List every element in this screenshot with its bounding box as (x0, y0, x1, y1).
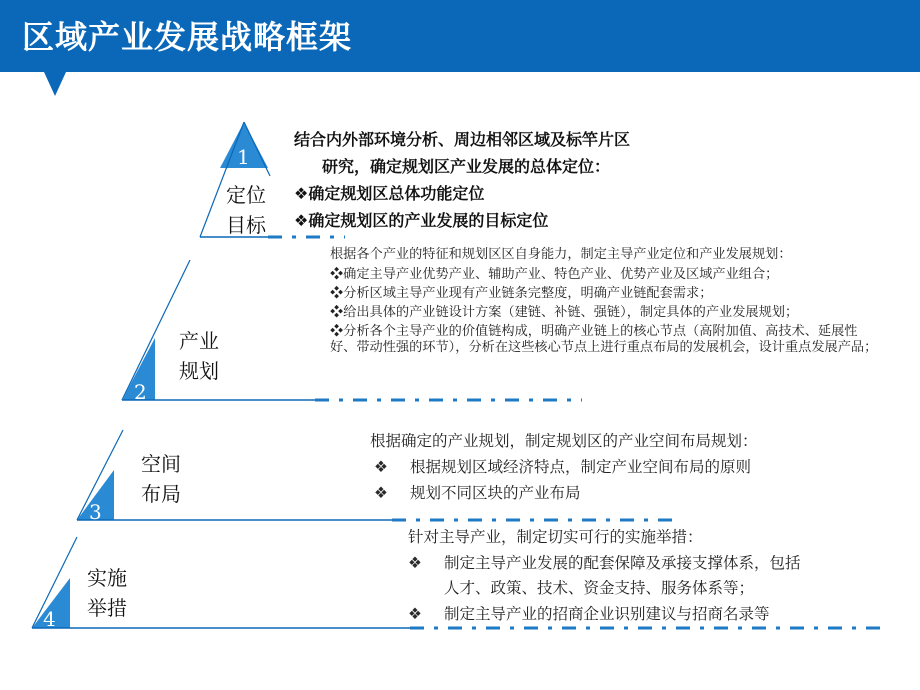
tier-4-intro: 针对主导产业，制定切实可行的实施举措： (408, 528, 703, 546)
tier-1-intro-line-1: 结合内外部环境分析、周边相邻区域及标竿片区 (294, 130, 631, 149)
tier-1-label: 定位 目标 (226, 183, 266, 237)
tier-1-intro-line-2: 研究，确定规划区产业发展的总体定位： (322, 157, 611, 176)
diamond-bullet-icon: ❖ (374, 484, 388, 502)
tier-2-bullet-4: ❖分析各个主导产业的价值链构成，明确产业链上的核心节点（高附加值、高技术、延展性好、带动性强的环节），分析在这些核心节点上进行重点布局的发展机会，设计重点发展产品； (330, 324, 878, 355)
page-title: 区域产业发展战略框架 (22, 18, 353, 56)
diamond-bullet-icon: ❖ (408, 604, 422, 623)
tier-3-number: 3 (89, 500, 102, 524)
tier-2-intro: 根据各个产业的特征和规划区区自身能力，制定主导产业定位和产业发展规划： (330, 247, 792, 262)
tier-1-bullet-2: ❖确定规划区的产业发展的目标定位 (294, 211, 549, 230)
tier-4-text (408, 525, 801, 627)
tier-4-label: 实施 举措 (87, 566, 127, 620)
tier-3-bullet-2: ❖ 规划不同区块的产业布局 (370, 480, 758, 506)
diamond-bullet-icon: ❖ (374, 458, 388, 476)
tier-2-bullet-2: ❖分析区域主导产业现有产业链条完整度，明确产业链配套需求； (330, 286, 713, 301)
tier-3-intro: 根据确定的产业规划，制定规划区的产业空间布局规划： (370, 432, 758, 450)
tier-2-bullet-3: ❖给出具体的产业链设计方案（建链、补链、强链），制定具体的产业发展规划； (330, 305, 799, 320)
tier-2-number: 2 (134, 380, 147, 404)
tier-4-number: 4 (43, 607, 56, 631)
tier-3-text (370, 428, 758, 506)
tier-3-label: 空间 布局 (141, 452, 181, 506)
tier-4-bullet-1: ❖ 制定主导产业发展的配套保障及承接支撑体系，包括 (408, 551, 801, 577)
diamond-bullet-icon: ❖ (408, 553, 422, 572)
tier-2-bullet-1: ❖确定主导产业优势产业、辅助产业、特色产业、优势产业及区域产业组合； (330, 267, 779, 282)
tier-1-text (294, 126, 630, 234)
tier-2-label: 产业 规划 (179, 329, 219, 383)
tier-4-bullet-1-continued: 人才、政策、技术、资金支持、服务体系等； (444, 579, 755, 597)
tier-4-bullet-2: ❖ 制定主导产业的招商企业识别建议与招商名录等 (408, 602, 801, 628)
tier-3-bullet-1: ❖ 根据规划区域经济特点，制定产业空间布局的原则 (370, 454, 758, 480)
tier-1-number: 1 (237, 145, 250, 169)
tier-2-text (330, 247, 882, 356)
tier-1-bullet-1: ❖确定规划区总体功能定位 (294, 184, 485, 203)
